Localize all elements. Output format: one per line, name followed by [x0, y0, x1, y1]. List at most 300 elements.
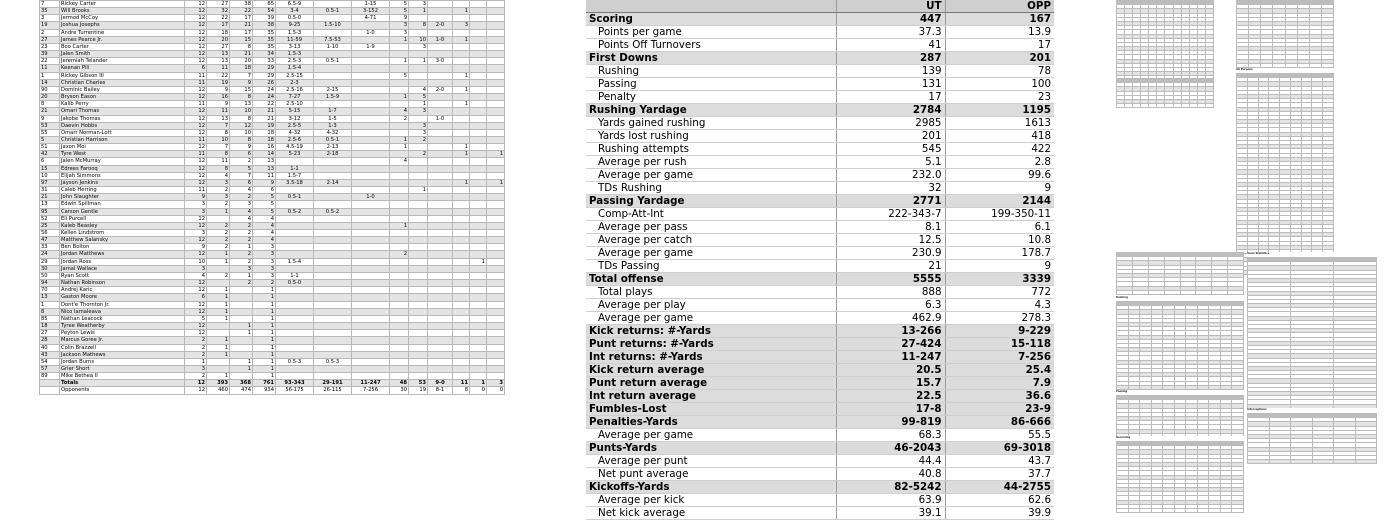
stat-cell: 10 [409, 36, 428, 43]
stat-cell: 9-25 [276, 22, 314, 29]
opp-value: 178.7 [945, 247, 1054, 260]
stat-cell: 2 [185, 373, 207, 380]
stat-cell: 0.5-0 [276, 15, 314, 22]
stat-cell [487, 373, 505, 380]
stat-cell: 1-9 [352, 43, 390, 50]
stat-label: Fumbles-Lost [586, 403, 836, 416]
stat-cell: 12 [230, 122, 253, 129]
stat-cell [470, 115, 487, 122]
ut-value: 41 [836, 39, 945, 52]
stat-cell [409, 272, 428, 279]
stat-detail-row [586, 221, 1054, 234]
mini-table-row [1117, 509, 1244, 513]
player-name-cell: Kalib Perry [60, 101, 185, 108]
stat-cell: 3-12 [276, 115, 314, 122]
ut-value: 20.5 [836, 364, 945, 377]
stat-cell [453, 351, 470, 358]
stat-cell: 460 [207, 387, 230, 394]
stat-cell [487, 323, 505, 330]
stat-cell [453, 201, 470, 208]
stat-cell: 8 [230, 136, 253, 143]
stat-cell [428, 8, 453, 15]
stat-cell [276, 201, 314, 208]
stat-cell [453, 244, 470, 251]
stat-cell: 2 [230, 194, 253, 201]
stat-cell: 5 [409, 94, 428, 101]
stat-cell [487, 36, 505, 43]
table-row [40, 351, 505, 358]
stat-cell: 21 [40, 194, 60, 201]
stat-cell [428, 287, 453, 294]
stat-cell [390, 165, 409, 172]
stat-cell: 2 [207, 201, 230, 208]
stat-cell: 4 [230, 208, 253, 215]
stat-cell: 20 [207, 36, 230, 43]
ut-value: 2985 [836, 117, 945, 130]
stat-cell: 8 [230, 43, 253, 50]
player-name-cell: Totals [60, 380, 185, 387]
table-row [40, 36, 505, 43]
stat-cell: 3 [185, 201, 207, 208]
stat-cell: 0 [470, 387, 487, 394]
stat-cell [453, 301, 470, 308]
player-name-cell: Jakobe Thomas [60, 115, 185, 122]
stat-cell [453, 330, 470, 337]
opp-value: 43.7 [945, 455, 1054, 468]
stat-cell [470, 151, 487, 158]
stat-cell [276, 222, 314, 229]
player-name-cell: Christian Harrison [60, 136, 185, 143]
stat-cell [453, 122, 470, 129]
stat-cell [390, 51, 409, 58]
stat-cell [453, 172, 470, 179]
stat-cell [390, 365, 409, 372]
stat-cell: 3 [230, 265, 253, 272]
stat-cell: 3 [207, 194, 230, 201]
stat-cell: 1 [207, 208, 230, 215]
stat-cell [40, 387, 60, 394]
ut-value: 17-8 [836, 403, 945, 416]
stat-cell: 1 [453, 86, 470, 93]
stat-cell [390, 172, 409, 179]
stat-detail-row [586, 182, 1054, 195]
stat-label: Average per game [586, 429, 836, 442]
stat-cell: 1 [207, 258, 230, 265]
stat-cell: 4-32 [276, 129, 314, 136]
stat-cell [487, 308, 505, 315]
stat-cell: 8 [230, 115, 253, 122]
stat-cell [409, 144, 428, 151]
stat-cell: 6 [185, 294, 207, 301]
stat-cell: 24 [40, 251, 60, 258]
stat-cell: 11 [207, 65, 230, 72]
stat-cell: 2 [207, 222, 230, 229]
stat-detail-row [586, 494, 1054, 507]
stat-cell: 9 [207, 86, 230, 93]
stat-cell: 93-343 [276, 380, 314, 387]
table-row [40, 330, 505, 337]
stat-cell: 0.5-2 [314, 208, 352, 215]
stat-cell: 3 [453, 22, 470, 29]
stat-cell: 11 [253, 172, 276, 179]
stat-cell: 6 [40, 158, 60, 165]
ut-value: 462.9 [836, 312, 945, 325]
ut-value: 8.1 [836, 221, 945, 234]
stat-cell [470, 251, 487, 258]
opp-value: 1613 [945, 117, 1054, 130]
stat-cell [409, 294, 428, 301]
table-row [40, 129, 505, 136]
stat-detail-row [586, 208, 1054, 221]
stat-label: Punt return average [586, 377, 836, 390]
stat-cell: 1-0 [428, 115, 453, 122]
stat-cell [409, 315, 428, 322]
stat-cell [409, 15, 428, 22]
stat-cell [487, 8, 505, 15]
stat-cell: 18 [207, 29, 230, 36]
opponents-row [40, 387, 505, 394]
stat-detail-row [586, 39, 1054, 52]
opp-value: 39.9 [945, 507, 1054, 520]
stat-cell [487, 351, 505, 358]
stat-cell: 2 [207, 244, 230, 251]
player-name-cell: Carson Gentle [60, 208, 185, 215]
stat-cell [314, 265, 352, 272]
stat-cell [487, 258, 505, 265]
stat-cell: 31 [40, 187, 60, 194]
stat-cell [276, 330, 314, 337]
stat-cell: 20 [40, 94, 60, 101]
stat-cell [470, 337, 487, 344]
stat-cell [487, 29, 505, 36]
stat-cell: 4 [253, 230, 276, 237]
stat-cell [470, 315, 487, 322]
stat-cell [409, 258, 428, 265]
stat-cell [487, 194, 505, 201]
stat-cell [428, 222, 453, 229]
ut-value: 82-5242 [836, 481, 945, 494]
stat-cell: 12 [185, 215, 207, 222]
stat-cell [207, 365, 230, 372]
table-row [40, 72, 505, 79]
stat-cell [453, 65, 470, 72]
stat-cell: 11 [453, 380, 470, 387]
stat-cell [314, 187, 352, 194]
stat-cell [453, 280, 470, 287]
stat-cell [428, 94, 453, 101]
stat-cell: 8 [207, 165, 230, 172]
stat-cell [470, 358, 487, 365]
stat-cell: 2 [207, 272, 230, 279]
stat-cell [470, 287, 487, 294]
stat-cell: 1 [230, 244, 253, 251]
stat-cell [352, 165, 390, 172]
stat-cell: 0.5-1 [314, 58, 352, 65]
opp-value: 62.6 [945, 494, 1054, 507]
stat-cell: 2.5-3 [276, 58, 314, 65]
stat-cell: 26 [253, 79, 276, 86]
stat-cell [409, 358, 428, 365]
stat-cell: 5 [390, 72, 409, 79]
ut-value: 230.9 [836, 247, 945, 260]
mini-table-row [1117, 290, 1244, 294]
stat-cell: 22 [207, 15, 230, 22]
stat-cell [314, 323, 352, 330]
stat-cell [409, 351, 428, 358]
stat-cell: 5 [185, 315, 207, 322]
stat-cell: 1 [40, 72, 60, 79]
stat-cell [487, 251, 505, 258]
stat-cell: 12 [185, 86, 207, 93]
ut-value: 40.8 [836, 468, 945, 481]
ut-value: 287 [836, 52, 945, 65]
stat-cell: 7 [40, 1, 60, 8]
stat-cell: 12 [185, 129, 207, 136]
stat-cell [409, 222, 428, 229]
stat-section-row [586, 338, 1054, 351]
stat-cell [276, 158, 314, 165]
stat-cell: 1 [207, 301, 230, 308]
stat-label: Kick return average [586, 364, 836, 377]
stat-cell: 65 [253, 1, 276, 8]
stat-cell [314, 344, 352, 351]
stat-cell [390, 194, 409, 201]
table-row [40, 115, 505, 122]
stat-cell: 29 [253, 72, 276, 79]
stat-cell [428, 337, 453, 344]
stat-cell [428, 280, 453, 287]
stat-section-row [586, 195, 1054, 208]
stat-cell: 1 [207, 337, 230, 344]
stat-cell [314, 51, 352, 58]
stat-cell [409, 51, 428, 58]
stat-cell [390, 122, 409, 129]
stat-cell [276, 301, 314, 308]
stat-cell [428, 65, 453, 72]
opp-value: 9 [945, 182, 1054, 195]
stat-cell: 1 [453, 8, 470, 15]
stat-cell: 10 [185, 258, 207, 265]
stat-cell [470, 15, 487, 22]
stat-cell: 22 [40, 58, 60, 65]
stat-detail-row [586, 26, 1054, 39]
stat-cell: 6 [230, 179, 253, 186]
stat-cell [352, 351, 390, 358]
table-row [40, 287, 505, 294]
opp-value: 10.8 [945, 234, 1054, 247]
stat-cell: 54 [40, 358, 60, 365]
stat-cell: 1 [253, 315, 276, 322]
stat-cell: 368 [230, 380, 253, 387]
stat-cell [470, 230, 487, 237]
ut-value: 201 [836, 130, 945, 143]
player-name-cell: Jackson Mathews [60, 351, 185, 358]
stat-cell [409, 115, 428, 122]
stat-cell [314, 315, 352, 322]
stat-cell [390, 179, 409, 186]
stat-cell [428, 344, 453, 351]
stat-cell [352, 344, 390, 351]
stat-cell [314, 65, 352, 72]
stat-label: Total offense [586, 273, 836, 286]
stat-cell: 12 [185, 108, 207, 115]
stat-cell [487, 337, 505, 344]
stat-cell: 2.5-5 [276, 122, 314, 129]
stat-cell: 2 [253, 280, 276, 287]
stat-cell: 4 [409, 86, 428, 93]
stat-cell [276, 215, 314, 222]
stat-cell: 4 [390, 158, 409, 165]
opp-value: 2.8 [945, 156, 1054, 169]
stat-cell: 35 [40, 8, 60, 15]
stat-cell: 4 [230, 215, 253, 222]
stat-cell [352, 136, 390, 143]
stat-cell: 2 [207, 230, 230, 237]
stat-cell [352, 122, 390, 129]
player-name-cell: Rickey Gibson III [60, 72, 185, 79]
stat-detail-row [586, 143, 1054, 156]
stat-cell: 6.5-9 [276, 1, 314, 8]
stat-cell: 12 [185, 380, 207, 387]
stat-cell [470, 301, 487, 308]
stat-cell: 1 [409, 101, 428, 108]
stat-cell [352, 72, 390, 79]
stat-cell: 8 [230, 94, 253, 101]
stat-cell: 5 [253, 201, 276, 208]
stat-cell [390, 208, 409, 215]
stat-cell: 3 [253, 251, 276, 258]
stat-label: Int returns: #-Yards [586, 351, 836, 364]
stat-cell [390, 86, 409, 93]
stat-cell: 1 [253, 344, 276, 351]
stat-cell: 8-1 [428, 387, 453, 394]
stat-cell [487, 222, 505, 229]
stat-cell [390, 280, 409, 287]
stat-cell: 14 [40, 79, 60, 86]
team-stats-header-label [586, 0, 836, 13]
stat-cell: 3-152 [352, 8, 390, 15]
opp-value: 13.9 [945, 26, 1054, 39]
stat-cell [453, 272, 470, 279]
stat-section-row [586, 481, 1054, 494]
stat-cell [352, 208, 390, 215]
stat-cell: 7-27 [276, 94, 314, 101]
stat-cell [487, 172, 505, 179]
stat-cell: 12 [185, 43, 207, 50]
stat-cell: 1.5-3 [276, 51, 314, 58]
stat-cell [352, 258, 390, 265]
stat-cell: 21 [230, 51, 253, 58]
stat-cell [352, 365, 390, 372]
player-name-cell: Ryan Scott [60, 272, 185, 279]
stat-cell [230, 315, 253, 322]
ut-value: 46-2043 [836, 442, 945, 455]
stat-cell [453, 165, 470, 172]
stat-cell: 13 [207, 115, 230, 122]
player-name-cell: Jalen McMurray [60, 158, 185, 165]
stat-cell: 33 [40, 244, 60, 251]
opp-value: 78 [945, 65, 1054, 78]
opp-value: 25.4 [945, 364, 1054, 377]
opp-value: 772 [945, 286, 1054, 299]
opp-value: 278.3 [945, 312, 1054, 325]
stat-cell: 1 [40, 301, 60, 308]
table-row [40, 1, 505, 8]
stat-cell [409, 373, 428, 380]
stat-cell: 1 [253, 365, 276, 372]
stat-cell [314, 158, 352, 165]
stat-cell [390, 344, 409, 351]
stat-cell: 47 [40, 237, 60, 244]
stat-cell [352, 94, 390, 101]
stat-cell [390, 79, 409, 86]
stat-cell: 0.5-0 [276, 280, 314, 287]
stat-cell [487, 272, 505, 279]
team-stats-header-opp: OPP [945, 0, 1054, 13]
stat-cell [428, 1, 453, 8]
stat-section-row [586, 104, 1054, 117]
ut-value: 11-247 [836, 351, 945, 364]
stat-cell [487, 244, 505, 251]
player-name-cell: Mike Bethea II [60, 373, 185, 380]
stat-cell [230, 308, 253, 315]
stat-cell: 16 [207, 94, 230, 101]
stat-cell [352, 115, 390, 122]
stat-label: Average per game [586, 169, 836, 182]
table-row [40, 308, 505, 315]
stat-cell: 24 [253, 94, 276, 101]
stat-cell [390, 373, 409, 380]
stat-cell: 39 [253, 15, 276, 22]
stat-cell: 53 [40, 122, 60, 129]
table-row [40, 201, 505, 208]
stat-cell: 15 [230, 36, 253, 43]
stat-cell: 2 [185, 337, 207, 344]
stat-cell [470, 43, 487, 50]
stat-cell: 1.5-4 [276, 65, 314, 72]
stat-label: Rushing [586, 65, 836, 78]
stat-cell [470, 72, 487, 79]
stat-cell: 3 [185, 365, 207, 372]
opp-value: 1195 [945, 104, 1054, 117]
thumbnail-passing [1116, 390, 1244, 432]
stat-cell: 1 [487, 151, 505, 158]
stat-cell [207, 323, 230, 330]
ut-value: 5.1 [836, 156, 945, 169]
stat-cell [453, 215, 470, 222]
stat-cell: 1 [409, 8, 428, 15]
stat-cell: 13 [207, 51, 230, 58]
stat-cell [487, 115, 505, 122]
stat-cell [428, 365, 453, 372]
opp-value: 86-666 [945, 416, 1054, 429]
stat-cell [470, 179, 487, 186]
opp-value: 201 [945, 52, 1054, 65]
stat-cell [276, 244, 314, 251]
stat-cell: 27 [40, 36, 60, 43]
stat-cell [453, 194, 470, 201]
stat-cell [352, 129, 390, 136]
stat-cell: 20 [230, 58, 253, 65]
opp-value: 23 [945, 91, 1054, 104]
stat-label: TDs Rushing [586, 182, 836, 195]
stat-cell: 18 [253, 136, 276, 143]
stat-cell: 1 [207, 287, 230, 294]
opp-value: 69-3018 [945, 442, 1054, 455]
stat-cell: 2-18 [314, 151, 352, 158]
stat-cell: 4 [253, 215, 276, 222]
stat-cell [314, 230, 352, 237]
